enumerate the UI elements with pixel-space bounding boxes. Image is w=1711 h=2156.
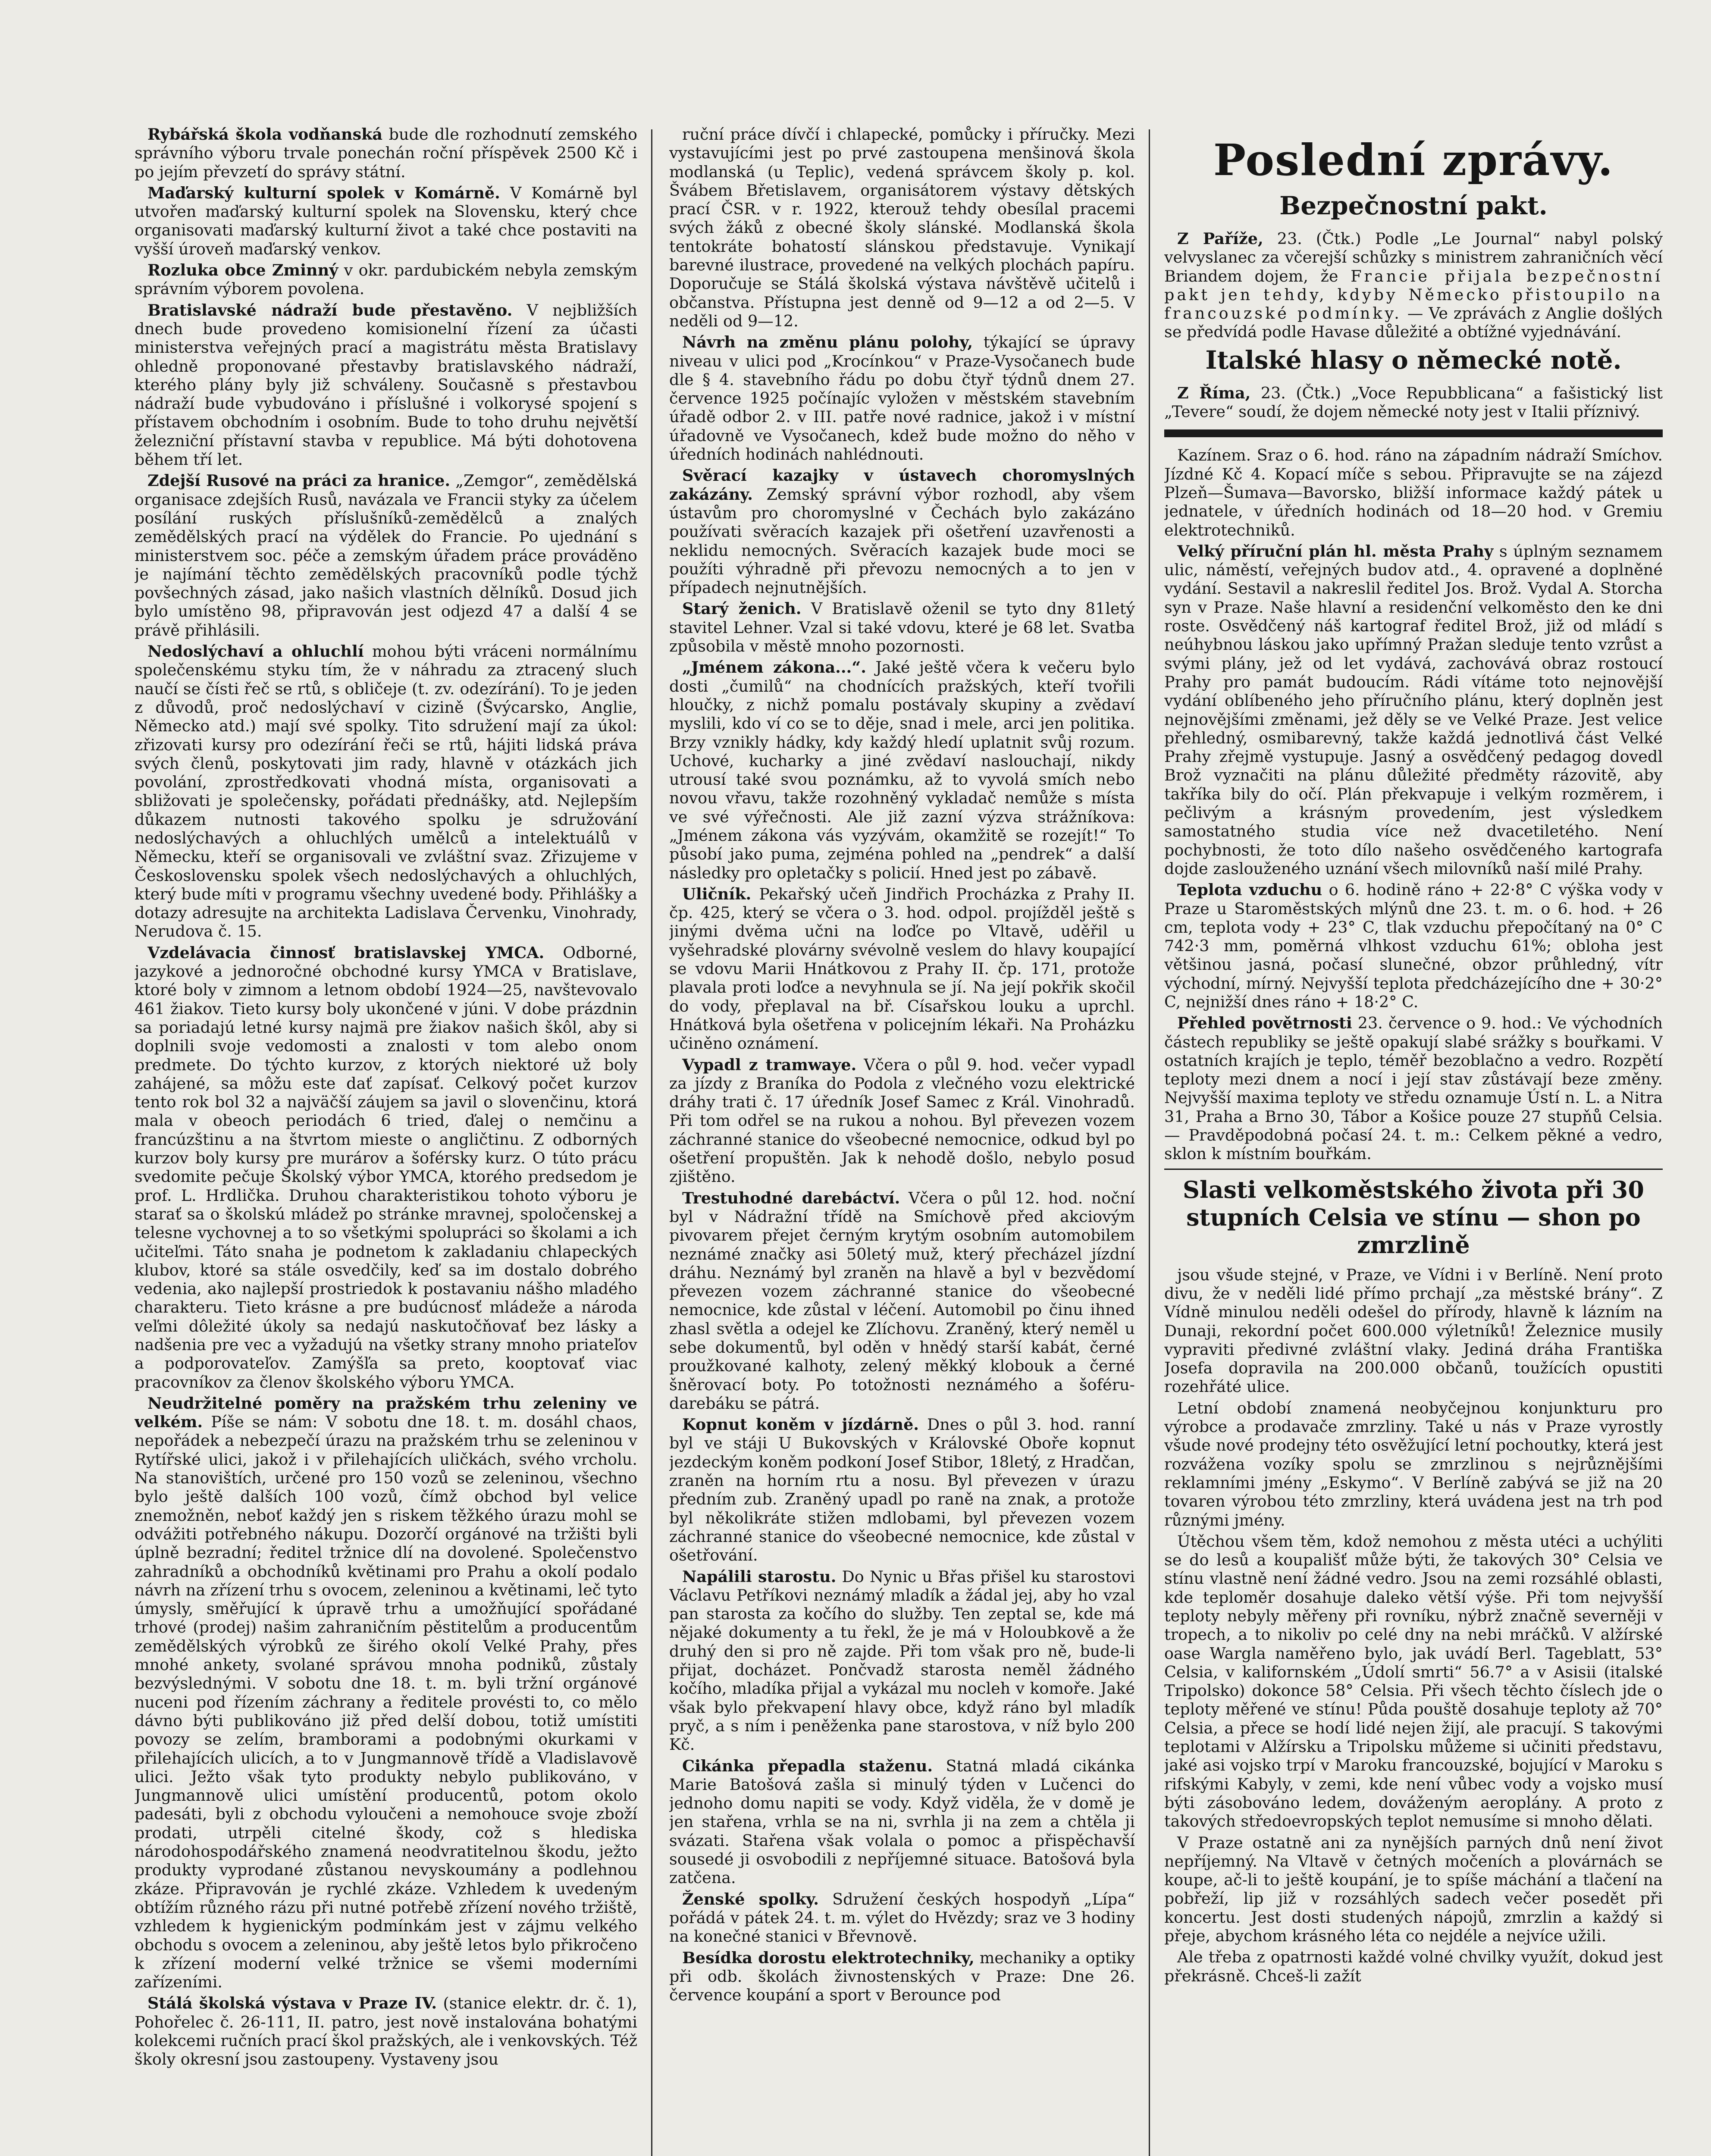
article-body: V Bratislavě oženil se tyto dny 81letý stavitel Lehner. Vzal si také vdovu, které je 68 let. Svatba způsobila v městě mnoho pozornosti. — [669, 599, 1135, 656]
article — [669, 1949, 1135, 2005]
article-headline: Velký příruční plán hl. města Prahy — [1177, 542, 1494, 561]
column-rule — [651, 129, 652, 2156]
article-headline: Stálá školská výstava v Praze IV. — [147, 1994, 437, 2013]
italske-article — [1164, 384, 1663, 421]
article-headline: Zdejší Rusové na práci za hranice. — [147, 471, 451, 490]
pakt-article — [1164, 229, 1663, 342]
article-body: V Komárně byl utvořen maďarský kulturní spolek na Slovensku, který chce organisovati maďarský kulturní život a také chce postaviti na vyšší úroveň maďarský venkov. — [135, 183, 637, 258]
article-headline: Teplota vzduchu — [1177, 881, 1322, 899]
article-headline: Návrh na změnu plánu polohy, — [682, 333, 973, 352]
article — [669, 1890, 1135, 1946]
article-body: Odborné, jazykové a jednoročné obchodné kursy YMCA v Bratislave, ktoré boly v zimnom a letnom období 1924—25, navštevovalo 461 žiakov. Tieto kursy boly ukončené v júni. V dobe prázdnin sa poriadajú letné kursy najmä pre žiakov našich škôl, aby si doplnili svoje vedomosti a znalosti v tom alebo onom predmete. Do týchto kurzov, z ktorých niektoré už boly zahájené, sa môžu este dať zapísať. Celkový počet kurzov tento rok bol 32 a najväčší záujem sa javil o slovenčinu, ktorá mala v obeoch periodách 6 tried, ďalej o nemčinu a francúzštinu a na štvrtom mieste o angličtinu. Z odborných kurzov boly kursy pre murárov a šoférsky kurz. O túto prácu svedomite pečuje Školský výbor YMCA, ktorého predsedom je prof. L. Hrdlička. Druhou charakteristikou tohoto výboru je starať sa o školskú mládež po stránke mravnej, spoločenskej a telesne vychovnej a to so všetkými spolupráci so školami a ich učiteľmi. Táto snaha je podnetom k zakladaniu chlapeckých klubov, ktoré sa stále osvedčily, keď sa im dostalo dobrého vedenia, ako najlepší prostriedok k postavaniu nášho mladého charakteru. Tieto krásne a pre budúcnosť mládeže a národa veľmi dôležité úkoly sa nedajú naskutočňovať bez lásky a nadšenia pre vec a vyžadujú na všetky strany mnoho priateľov a podporovateľov. Zamýšľa sa preto, kooptovať viac pracovníkov za členov školského výboru YMCA. — [135, 943, 637, 1391]
article — [669, 1757, 1135, 1887]
article-body: mohou býti vráceni normálnímu společenskému styku tím, že v náhradu za ztracený sluch naučí se čísti řeč se rtů, s obličeje (t. zv. odezírání). To je jeden z důvodů, proč nedoslýchaví v cizině (Švýcarsko, Anglie, Německo atd.) mají své spolky. Tito sdružení mají za úkol: zřizovati kursy pro odezírání řeči se rtů, hájiti lidská práva svých členů, poskytovati jim rady, hlavně v otázkách jich povolání, zprostředkovati vhodná místa, organisovati a sbližovati je společensky, pořádati přednášky, atd. Nejlepším důkazem nutnosti takového spolku je sdružování nedoslýchavých a ohluchlých umělců a intelektuálů v Německu, kteří se organisovali ve zvláštní svaz. Zřizujeme v Československu spolek všech nedoslýchavých a ohluchlých, který bude míti v programu všechny uvedené body. Přihlášky a dotazy adresujte na architekta Ladislava Červenku, Vinohrady, Nerudova č. 15. — [135, 642, 637, 941]
article-body: Včera o půl 9. hod. večer vypadl za jízdy z Braníka do Podola z vlečného vozu elektrické dráhy trati č. 17 úředník Josef Samec z Král. Vinohradů. Při tom odřel se na rukou a nohou. Byl převezen vozem záchranné stanice do všeobecné nemocnice, odkud byl po ošetření propuštěn. Jak k nehodě došlo, nebylo posud zjištěno. — [669, 1055, 1135, 1186]
article-headline: Rybářská škola vodňanská — [147, 125, 383, 144]
article-headline: Napálili starostu. — [682, 1567, 837, 1586]
heat-headline: Slasti velkoměstského života při 30 stupních Celsia ve stínu — shon po zmrzlině — [1183, 1175, 1644, 1259]
article-headline: Maďarský kulturní spolek v Komárně. — [147, 183, 500, 202]
article-body: Statná mladá cikánka Marie Batošová zašla si minulý týden v Lučenci do jednoho domu napiti se vody. Když viděla, že v domě je jen stařena, vrhla se na ni, svrhla ji na zem a chtěla ji svázati. Stařena však volala o pomoc a přispěchavší sousedé ji osvobodili z nepříjemné situace. Batošová byla zatčena. — [669, 1756, 1135, 1887]
heat-paragraph: jsou všude stejné, v Praze, ve Vídni i v Berlíně. Není proto divu, že v neděli lidé přímo prchají „za městské brány“. Z Vídně minulou neděli odešel do přírody, hlavně k lázním na Dunaji, rekordní počet 600.000 výletníků! Železnice musily vypraviti předivné zvláštní vlaky. Jediná dráha Františka Josefa dopravila na 200.000 občanů, toužících opustiti rozehřáté ulice. — [1164, 1265, 1663, 1396]
article-body: Zemský správní výbor rozhodl, aby všem ústavům pro choromyslné v Čechách bylo zakázáno používati svěracích kazajek při ošetření uzavřenosti a neklidu nemocných. Svěracích kazajek bude moci se použíti výhradně při převozu nemocných a to jen v případech nejnutnějších. — [669, 485, 1135, 597]
article — [1164, 446, 1663, 539]
pakt-spaced-a: Francie přijala — [1351, 266, 1514, 285]
article-body: s úplným seznamem ulic, náměstí, veřejných budov atd., 4. opravené a doplněné vydání. Sestavil a nakreslil ředitel Jos. Brož. Vydal A. Storcha syn v Praze. Naše hlavní a residenční velkoměsto den ke dni roste. Osvědčený náš kartograf ředitel Brož, již od mládí s neúhybnou láskou jako upřímný Pražan sleduje tento vzrůst a svými plány, jež od let vydává, zachovává obraz rostoucí Prahy pro památ budoucím. Rádi vítáme toto nejnovější vydání oblíbeného jeho příručního plánu, který doplněn jest nejnovějšími změnami, jež děly se ve Velké Praze. Jest velice přehledný, osmibarevný, takže každá jednotlivá část Velké Prahy zřejmě vystupuje. Jasný a osvědčený pedagog dovedl Brož vyznačiti na plánu důležité předměty rázovitě, aby takříka bily do očí. Plán překvapuje i velkým rozměrem, i pečlivým a krásným provedením, jest výsledkem samostatného studia více než dvacetiletého. Není pochybnosti, že toto dílo našeho osvědčeného kartografa dojde zaslouženého uznání všech milovníků naší milé Prahy. — [1164, 542, 1663, 878]
column-right — [1164, 125, 1663, 2156]
article-headline: Uličník. — [682, 884, 752, 903]
article-headline: Neudržitelné poměry na pražském trhu zeleniny ve velkém. — [135, 1394, 637, 1432]
italske-text: 23. (Čtk.) „Voce Repubblicana“ a fašistický list „Tevere“ soudí, že dojem německé noty jest v Italii příznivý. — [1164, 383, 1663, 421]
article-headline: Starý ženich. — [682, 599, 802, 618]
article — [669, 1189, 1135, 1413]
article-body: Pekařský učeň Jindřich Procházka z Prahy II. čp. 425, který se včera o 3. hod. odpol. projížděl ještě s jinými dvěma učni na loďce po Vltavě, uděřil u vyšehradské plovárny svévolně veslem do hlavy koupající se vdovu Marii Hnátkovou z Prahy II. čp. 171, protože plavala proti loďce a nevyhnula se jí. Na její pokřik skočil do vody, přeplaval na bř. Císařskou louku a uprchl. Hnátková byla ošetřena v policejním lékaři. Na Proházku učiněno oznámení. — [669, 884, 1135, 1053]
article-body: Do Nynic u Břas přišel ku starostovi Václavu Petříkovi neznámý mladík a žádal jej, aby ho vzal pan starosta za kočího do služby. Ten zeptal se, kde má nějaké dokumenty a tu řekl, že je má v Holoubkově a že druhý den si pro ně zajde. Při tom však pro ně, bude-li přijat, docházet. Pončvadž starosta neměl žádného kočího, mladíka přijal a vykázal mu nocleh v komoře. Jaké však bylo překvapení hlavy obce, když ráno byl mladík pryč, a s ním i peněženka pane starostova, v níž bylo 200 Kč. — [669, 1567, 1135, 1754]
article — [135, 184, 637, 258]
column-middle — [669, 125, 1135, 2156]
article — [669, 333, 1135, 464]
article-body: mechaniky a optiky při odb. školách živnostenských v Praze: Dne 26. července koupání a sport v Berounce pod — [669, 1948, 1135, 2005]
article-body: týkající se úpravy niveau v ulici pod „Krocínkou“ v Praze-Vysočanech bude dle § 4. stavebního řádu po dobu čtyř týdnů dnem 27. července 1925 počínajíc vyložen v městském stavebním úřadě odbor 2. v III. patře nové radnice, jakož i v místní úřadovně ve Vysočanech, kdež bude možno do něho v úředních hodinách nahlédnouti. — [669, 333, 1135, 464]
pakt-spaced-b: bezpečnostní pakt jen tehdy, kdyby Německo přistoupilo na francouzské podmínky. — [1164, 266, 1663, 323]
article-headline: Vypadl z tramwaye. — [682, 1055, 857, 1074]
article — [135, 261, 637, 298]
article — [669, 466, 1135, 597]
article-headline: Besídka dorostu elektrotechniky, — [682, 1948, 975, 1967]
article — [1164, 542, 1663, 878]
pakt-text-a: 23. (Čtk.) Podle „Le Journal“ nabyl polský velvyslanec za včerejší schůzky s ministrem zahraničních věcí Briandem dojem, že — [1164, 229, 1663, 285]
column-left — [135, 125, 637, 2156]
article — [669, 658, 1135, 882]
pakt-text-b: — Ve zprávách z Anglie došlých se předvídá podle Havase důležité a obtížné vyjednávání. — [1164, 304, 1663, 342]
heat-paragraph: Útěchou všem těm, kdož nemohou z města utéci a uchýliti se do lesů a koupališť může býti, že takových 30° Celsia ve stínu vlastně není žádné vedro. Jsou na zemi rozsáhlé oblasti, kde teploměr dosahuje daleko větší výše. Při tom nejvyšší teploty nebyly měřeny při rovníku, nýbrž značně severněji v tropech, a to nikoliv po celé dny na nebi mráčků. V alžírské oase Wargla naměřeno bylo, jak uvádí Berl. Tageblatt, 53° Celsia, v kalifornském „Údolí smrti“ 56.7° a v Asisii (italské Tripolsko) dokonce 58° Celsia. Při všech těchto číslech jde o teploty měřené ve stínu! Půda pouště dosahuje teploty až 70° Celsia, a přece se hodí lidé nejen žijí, ale pracují. S takovými teplotami v Alžírsku a Tripolsku můžeme si učiniti představu, jaké asi vojsko trpí v Maroku francouzské, bojující v Maroku s rifskými Kabyly, v zemi, kde není vůbec vody a vojsko musí býti zásobováno ledem, dováženým aeroplány. A proto z takových středoevropských teplot nemusíme si mnoho dělati. — [1164, 1532, 1663, 1831]
article — [135, 301, 637, 469]
article-body: Kazínem. Sraz o 6. hod. ráno na západním nádraží Smíchov. Jízdné Kč 4. Kopací míče s sebou. Připravujte se na zájezd Plzeň—Šumava—Bavorsko, bližší informace každý pátek u jednatele, v úředních hodinách od 18—20 hod. v Gremiu elektrotechniků. — [1164, 446, 1663, 539]
article-headline: Nedoslýchaví a ohluchlí — [147, 642, 364, 661]
divider — [1164, 1169, 1663, 1170]
article-body: „Zemgor“, zemědělská organisace zdejších Rusů, navázala ve Francii styky za účelem posílání ruských příslušníků-zemědělců a znalých zemědělských prací na výdělek do Francie. Po ujednání s ministerstvem soc. péče a zemským úřadem práce prováděno je najímání těchto zemědělských pracovníků podle týchž povšechných zásad, jako našich vlastních dělníků. Dosud jich bylo umístěno 98, připravován jest odjezd 47 a další 4 se právě přihlásili. — [135, 471, 637, 639]
article-headline: Cikánka přepadla staženu. — [682, 1756, 933, 1775]
heat-paragraph: Ale třeba z opatrnosti každé volné chvilky využít, dokud jest překrásně. Chceš-li zažít — [1164, 1948, 1663, 1985]
article — [135, 1394, 637, 1992]
article-body: Jaké ještě včera k večeru bylo dosti „čumilů“ na chodnících pražských, kteří tvořili hloučky, z nichž pomalu postávaly skupiny a zvědaví myslili, kdo ví co se to děje, snad i mele, arci jen politika. Brzy vznikly hádky, kdy každý hledí uplatnit svůj rozum. Uchové, kucharky a jiné zvědaví naslouchají, nikdy utrousí také svou poznámku, až to vyvolá smích nebo novou vřavu, takže rozohněný vykladač nemůže s místa ve své výřečnosti. Ale již zazní výzva strážníkova: „Jménem zákona vás vyzývám, okamžitě se rozejít!“ To působí jako puma, zejména pohled na „pendrek“ a další následky pro opletačky s policií. Hned jest po zábavě. — [669, 658, 1135, 882]
article — [669, 1567, 1135, 1754]
article-headline: Vzdelávacia činnosť bratislavskej YMCA. — [147, 943, 545, 962]
article-body: V nejbližších dnech bude provedeno komisionelní řízení za účasti ministerstva veřejných prací a magistrátu města Bratislavy ohledně proponované přestavby bratislavského nádraží, kterého plány byly již schváleny. Současně s přestavbou nádraží bude vybudováno i příslušné i volkorysé spojení s přístavem obchodním i osobním. Bude to toho druhu největší železniční přístavní stavba v republice. Má býti dohotovena během tří let. — [135, 301, 637, 469]
article-body: o 6. hodině ráno + 22·8° C výška vody v Praze u Staroměstských mlýnů dne 23. t. m. o 6. hod. + 26 cm, teplota vody + 23° C, tlak vzduchu přepočítaný na 0° C 742·3 mm, poměrná vlhkost vzduchu 61%; obloha jest většinou jasná, počasí slunečné, obzor průhledný, vítr východní, mírný. Nejvyšší teplota předcházejícího dne + 30·2° C, nejnižší dnes ráno + 18·2° C. — [1164, 881, 1663, 1011]
article — [1164, 1014, 1663, 1163]
article-body: (stanice elektr. dr. č. 1), Pohořelec č. 26-111, II. patro, jest nově instalována bohatými kolekcemi ručních prací škol pražských, ale i venkovských. Též školy okresní jsou zastoupeny. Vystaveny jsou — [135, 1994, 637, 2069]
italske-dateline: Z Říma, — [1177, 383, 1251, 402]
article-body: 23. července o 9. hod.: Ve východních částech republiky se ještě opakují slabé srážky s bouřkami. V ostatních krajích je teplo, téměř bezoblačno a vedro. Rozpětí teploty mezi dnem a nocí i její stav zůstávají beze změny. Nejvyšší maxima teploty ve středu oznamuje Ústí n. L. a Nitra 31, Praha a Brno 30, Tábor a Košice pouze 27 stupňů Celsia. — Pravděpodobná počasí 24. t. m.: Celkem pěkné a vedro, sklon k místním bouřkám. — [1164, 1014, 1663, 1163]
article — [135, 943, 637, 1391]
article-headline: Bratislavské nádraží bude přestavěno. — [147, 301, 513, 320]
article-headline: Kopnut koněm v jízdárně. — [682, 1415, 919, 1434]
article-headline: Rozluka obce Zminný — [147, 261, 338, 280]
article-body: Včera o půl 12. hod. noční byl v Nádražní třídě na Smíchově před akciovým pivovarem přejet černým krytým osobním automobilem neznámé značky asi 50letý muž, který přecházel jízdní dráhu. Neznámý byl zraněn na hlavě a byl v bezvědomí převezen vozem záchranné stanice do všeobecné nemocnice, kde zůstal v léčení. Automobil po činu ihned zhasl světla a odejel ke Zlíchovu. Zraněný, který neměl u sebe dokumentů, byl oděn v hnědý starší kabát, černé proužkované kalhoty, zelený měkký klobouk a černé šněrovací boty. Po totožnosti neznámého a šoféru-darebáku se pátrá. — [669, 1188, 1135, 1413]
article — [669, 125, 1135, 330]
article — [669, 1056, 1135, 1186]
article-body: Dnes o půl 3. hod. ranní byl ve stáji U Bukovských v Královské Oboře kopnut jezdeckým koněm podkoní Josef Stibor, 18letý, z Hradčan, zraněn na horním rtu a nosu. Byl převezen v úrazu předním zub. Zraněný upadl po raně na znak, a protože byl několikráte stižen mdlobami, byl převezen vozem záchranné stanice do všeobecné nemocnice, kde zůstal v ošetřování. — [669, 1415, 1135, 1565]
heat-paragraph: Letní období znamená neobyčejnou konjunkturu pro výrobce a prodavače zmrzliny. Také u nás v Praze vyrostly všude nové prodejny této osvěžující letní pochoutky, která jest rozvážena vozíky spolu se zmrzlinou s nejrůznějšími reklamními jmény „Eskymo“. V Berlíně zabývá se již na 20 tovaren výrobou této zmrzliny, která uvádena jest na trh pod různými jmény. — [1164, 1398, 1663, 1529]
article-body: bude dle rozhodnutí zemského správního výboru trvale ponechán roční příspěvek 2500 Kč i po jejím převzetí do správy státní. — [135, 125, 637, 181]
italske-headline: Italské hlasy o německé notě. — [1205, 345, 1622, 375]
article-headline: Přehled povětrnosti — [1177, 1014, 1352, 1033]
article — [669, 885, 1135, 1053]
section-title: Poslední zprávy. — [1213, 135, 1614, 185]
article-headline: Trestuhodné darebáctví. — [682, 1188, 900, 1207]
pakt-dateline: Z Paříže, — [1177, 229, 1263, 248]
article — [1164, 881, 1663, 1011]
pakt-headline: Bezpečnostní pakt. — [1279, 191, 1548, 220]
article — [669, 1415, 1135, 1564]
article — [135, 471, 637, 639]
article — [669, 599, 1135, 655]
section-divider — [1164, 429, 1663, 437]
article-headline: „Jménem zákona...“. — [682, 658, 866, 677]
article-headline: Svěrací kazajky v ústavech choromyslných zakázány. — [669, 466, 1135, 504]
article — [135, 642, 637, 941]
heat-paragraph: V Praze ostatně ani za nynějších parných dnů není život nepříjemný. Na Vltavě v četných močeních a plovárnách se koupe, ač-li to ještě koupání, je to spíše máchání a tlačení na pobřeží, lip již v rozsáhlých sadech večer posedět při koncertu. Jest dosti studených nápojů, zmrzlin a každý si přeje, abychom krásného léta co nejdéle a nejvíce užili. — [1164, 1833, 1663, 1946]
article-body: Píše se nám: V sobotu dne 18. t. m. dosáhl chaos, nepořádek a nebezpečí úrazu na pražském trhu se zeleninou v Rytířské ulici, jakož i v přilehajících uličkách, svého vrcholu. Na stanovištích, určené pro 150 vozů se zeleninou, všechno bylo ještě dalších 100 vozů, čímž obchod byl velice znemožněn, neboť každý jen s riskem těžkého úrazu mohl se odvážiti potřebného nákupu. Dozorčí orgánové na tržišti byli úplně bezradní; ředitel tržnice dlí na dovolené. Společenstvo zahradníků a obchodníků květinami pro Prahu a okolí podalo návrh na zřízení trhu s ovocem, zeleninou a květinami, leč tyto úmysly, směřující k úpravě trhu a umožňující spořádané trhové (prodej) našim zahraničním pěstitelům a producentům zemědělských výrobků ze širého okolí Velké Prahy, přes mnohé ankety, svolané správou mnoha podniků, zůstaly bezvýslednými. V sobotu dne 18. t. m. byli tržní orgánové nuceni pod řízením záchrany a ředitele provésti to, co mělo dávno býti publikováno již před delší dobou, totiž umístiti povozy se zelím, bramborami a podobnými okurkami v přilehajících ulicích, a to v Jungmannově třídě a Vladislavově ulici. Ježto však tyto produkty nebylo publikováno, v Jungmannově ulici umístění producentů, potom okolo padesáti, byli z obchodu vyloučeni a nemohouce svoje zboží prodati, utrpěli citelné škody, což s hlediska národohospodářského znamená neodvratitelnou škodu, ježto produkty vyprodané zůstanou nevyskoumány a podlehnou zkáze. Připravován je rychlé zkáze. Vzhledem k uvedeným obtížím různého rázu při nutné potřebě zřízení nového tržiště, vzhledem k hygienickým podmínkám jest v zájmu velkého obchodu s ovocem a zeleninou, aby ještě letos bylo přikročeno k zřízení moderní velké tržnice se všemi moderními zařízeními. — [135, 1413, 637, 1992]
article-body: Sdružení českých hospodyň „Lípa“ pořádá v pátek 24. t. m. výlet do Hvězdy; sraz ve 3 hodiny na konečné stanici v Břevnově. — [669, 1890, 1135, 1946]
article-body: v okr. pardubickém nebyla zemským správním výborem povolena. — [135, 261, 637, 298]
article-body: ruční práce dívčí i chlapecké, pomůcky i příručky. Mezi vystavujícími jest po prvé zastoupena menšinová škola modlanská (u Teplic), vedená správcem školy p. kol. Švábem Břetislavem, organisátorem výstavy dětských prací ČSR. v r. 1922, kterouž tehdy obesílal pracemi svých žáků z obecné školy slánské. Modlanská škola tentokráte bohatostí slánskou představuje. Vynikají barevné ilustrace, provedené na velkých plochách papíru. Doporučuje se Stálá školská výstava návštěvě učitelů i občanstva. Přístupna jest denně od 9—12 a od 2—5. V neděli od 9—12. — [669, 125, 1135, 330]
article — [135, 1994, 637, 2068]
column-rule — [1149, 129, 1150, 2156]
article-headline: Ženské spolky. — [682, 1890, 819, 1908]
article — [135, 125, 637, 181]
